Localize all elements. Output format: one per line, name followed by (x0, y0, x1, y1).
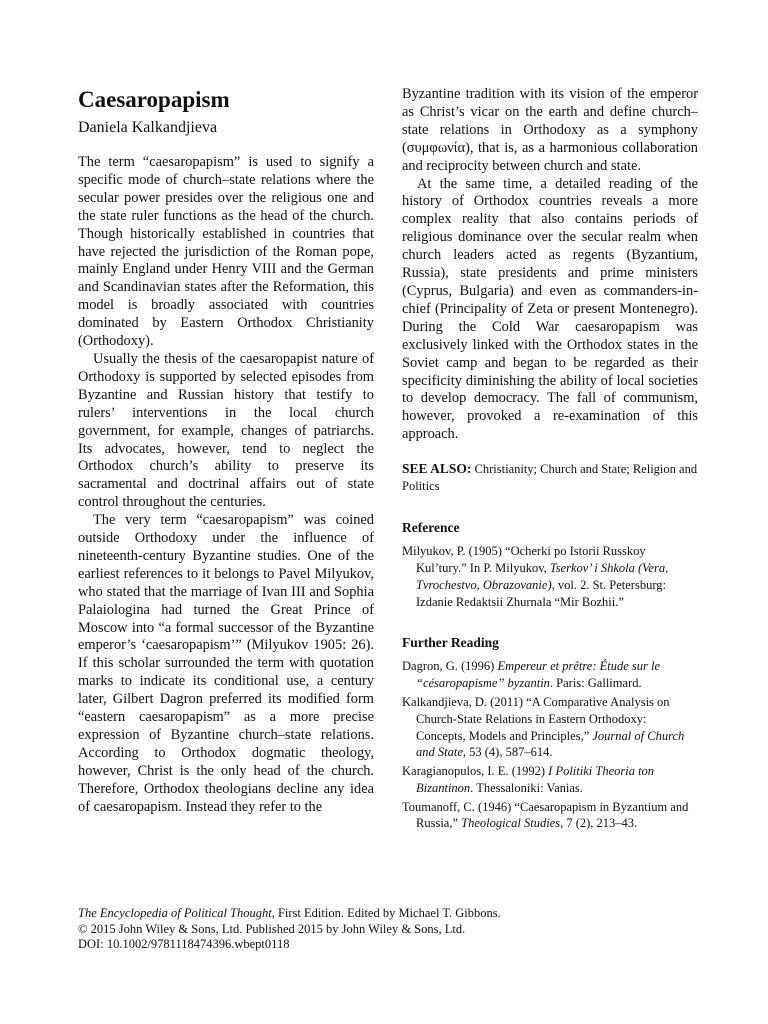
article-author: Daniela Kalkandjieva (78, 119, 218, 136)
see-also-links[interactable]: Christianity; Church and State; Religion and Politics (402, 462, 698, 494)
reference-entry: Milyukov, P. (1905) “Ocherki po Istorii Russkoy Kul’tury.” In P. Milyukov, Tserkov’ i Shkola (Vera, Tvrochestvo, Obrazovanie), vol. 2. St. Petersburg: Izdanie Redaktsii Zhurnala “Mir Bozhii.” (402, 544, 669, 609)
right-column (402, 86, 698, 832)
footer-doi[interactable]: DOI: 10.1002/9781118474396.wbept0118 (78, 937, 290, 951)
reference-heading: Reference (402, 520, 460, 536)
further-reading-entry: Karagianopulos, I. E. (1992) I Politiki Theoria ton Bizantinon. Thessaloniki: Vanias. (402, 764, 655, 795)
left-column (78, 86, 374, 817)
footer-copyright: © 2015 John Wiley & Sons, Ltd. Published 2015 by John Wiley & Sons, Ltd. (78, 921, 466, 936)
footer-citation: The Encyclopedia of Political Thought, First Edition. Edited by Michael T. Gibbons. (78, 906, 501, 920)
body-paragraph: The very term “caesaropapism” was coined outside Orthodoxy under the influence of nineteenth-century Byzantine studies. One of the earliest references to it belongs to Pavel Milyukov, who stated that the marriage of Ivan III and Sophia Palaiologina had turned the Great Prince of Moscow into “a formal successor of the Byzantine emperor’s ‘caesaropapism’” (Milyukov 1905: 26). If this scholar surrounded the term with quotation marks to indicate its conditional use, a century later, Gilbert Dagron preferred its modified form “eastern caesaropapism” as a more precise expression of Byzantine church–state relations. According to Orthodox dogmatic theology, however, Christ is the only head of the church. Therefore, Orthodox theologians decline any idea of caesaropapism. Instead they refer to the (78, 512, 374, 815)
see-also (402, 460, 698, 495)
see-also-label: SEE ALSO: (402, 461, 472, 477)
further-reading-heading: Further Reading (402, 635, 499, 651)
body-paragraph: At the same time, a detailed reading of the history of Orthodox countries reveals a more complex reality that also contains periods of religious dominance over the secular realm when church leaders acted as regents (Byzantium, Russia), state presidents and prime ministers (Cyprus, Bulgaria) and even as commanders-in-chief (Principality of Zeta or present Montenegro). During the Cold War caesaropapism was exclusively linked with the Orthodox states in the Soviet camp and began to be regarded as their specificity diminishing the ability of local societies to develop democracy. The fall of communism, however, provoked a re-examination of this approach. (402, 175, 698, 443)
further-reading-entry: Toumanoff, C. (1946) “Caesaropapism in Byzantium and Russia,” Theological Studies, 7 (2), 213–43. (402, 799, 689, 831)
further-reading-entry: Kalkandjieva, D. (2011) “A Comparative Analysis on Church-State Relations in Eastern Orthodoxy: Concepts, Models and Principles,” Journal of Church and State, 53 (4), 587–614. (402, 694, 685, 760)
article-title: Caesaropapism (78, 87, 230, 112)
body-paragraph: Byzantine tradition with its vision of the emperor as Christ’s vicar on the earth and define church–state relations in Orthodoxy as a symphony (συμφωνία), that is, as a harmonious collaboration and reciprocity between church and state. (402, 86, 698, 174)
page-footer (78, 906, 698, 953)
body-paragraph: Usually the thesis of the caesaropapist nature of Orthodoxy is supported by selected episodes from Byzantine and Russian history that testify to rulers’ interventions in the local church government, for example, changes of patriarchs. Its advocates, however, tend to neglect the Orthodox church’s ability to preserve its sacramental and doctrinal affairs out of state control throughout the centuries. (78, 350, 374, 511)
further-reading-entry: Dagron, G. (1996) Empereur et prêtre: Étude sur le “césaropapisme” byzantin. Paris: Gallimard. (402, 659, 661, 691)
body-paragraph: The term “caesaropapism” is used to signify a specific mode of church–state relations where the secular power presides over the religious one and the state ruler functions as the head of the church. Though historically established in countries that have rejected the jurisdiction of the Roman pope, mainly England under Henry VIII and the German and Scandinavian states after the Reformation, this model is broadly associated with countries dominated by Eastern Orthodox Christianity (Orthodoxy). (78, 154, 374, 350)
